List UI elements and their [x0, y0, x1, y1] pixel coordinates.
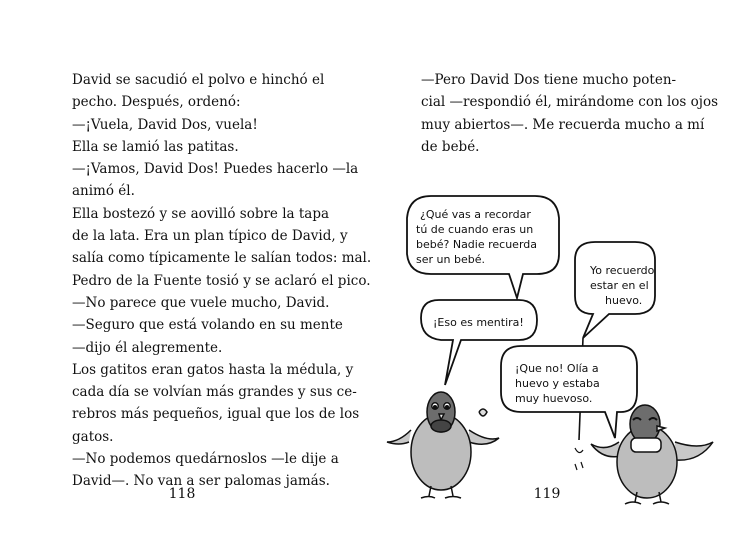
text-line: pecho. Después, ordenó:	[72, 94, 241, 111]
bubble-4-line: ¡Que no! Olía a	[515, 362, 599, 375]
pigeon-illustration	[369, 180, 737, 510]
bubble-1-line: tú de cuando eras un	[416, 223, 534, 236]
right-page-text	[421, 69, 719, 158]
text-line: Los gatitos eran gatos hasta la médula, y	[72, 361, 354, 378]
text-line: de bebé.	[421, 138, 480, 155]
bubble-1-line: bebé? Nadie recuerda	[416, 238, 537, 251]
text-line: —dijo él alegremente.	[72, 339, 223, 356]
text-line: rebros más pequeños, igual que los de los	[72, 406, 360, 423]
speech-bubble-2	[575, 242, 655, 338]
bubble-1-line: ser un bebé.	[416, 253, 485, 266]
text-line: gatos.	[72, 428, 114, 445]
text-line: —No parece que vuele mucho, David.	[72, 294, 330, 311]
bubble-1-line: ¿Qué vas a recordar	[420, 208, 531, 221]
bubble-2-line: estar en el	[590, 279, 649, 292]
text-line: David se sacudió el polvo e hinchó el	[72, 72, 325, 88]
text-line: de la lata. Era un plan típico de David, y	[72, 228, 348, 245]
text-line: —¡Vamos, David Dos! Puedes hacerlo —la	[72, 161, 359, 178]
text-line: animó él.	[72, 183, 135, 200]
pigeon-left-illustration	[387, 392, 499, 498]
text-line: muy abiertos—. Me recuerda mucho a mí	[421, 116, 705, 133]
speech-bubble-4	[501, 346, 637, 438]
bubble-2-line: Yo recuerdo	[590, 264, 655, 277]
text-line: cial —respondió él, mirándome con los ojos	[421, 94, 719, 111]
text-line: —No podemos quedárnoslos —le dije a	[72, 451, 339, 468]
text-line: —Seguro que está volando en su mente	[72, 317, 343, 334]
page-number: 119	[533, 486, 561, 502]
bubble-3-line: ¡Eso es mentira!	[433, 316, 524, 329]
text-line: David—. No van a ser palomas jamás.	[72, 473, 330, 490]
right-page	[369, 0, 737, 544]
bubble-4-line: muy huevoso.	[515, 392, 593, 405]
bubble-2-line: huevo.	[605, 294, 643, 307]
left-page-text	[72, 69, 372, 493]
text-line: Ella bostezó y se aovilló sobre la tapa	[72, 205, 330, 222]
bubble-4-line: huevo y estaba	[515, 377, 600, 390]
text-line: cada día se volvían más grandes y sus ce-	[72, 384, 357, 401]
text-line: —¡Vuela, David Dos, vuela!	[72, 116, 258, 133]
pigeon-right-illustration	[575, 405, 713, 504]
page-number: 118	[168, 486, 196, 502]
text-line: salía como típicamente le salían todos: mal.	[72, 250, 372, 267]
speech-bubble-1	[407, 196, 559, 298]
text-line: Pedro de la Fuente tosió y se aclaró el pico.	[72, 272, 371, 289]
text-line: Ella se lamió las patitas.	[72, 138, 239, 155]
text-line: —Pero David Dos tiene mucho poten-	[421, 72, 677, 88]
